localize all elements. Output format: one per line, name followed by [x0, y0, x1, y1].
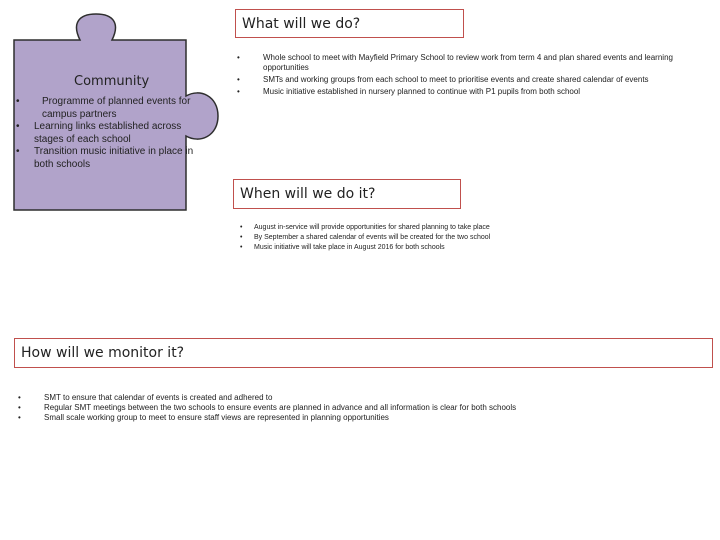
what-list: [237, 53, 707, 99]
monitor-item: • SMT to ensure that calendar of events is created and adhered to: [18, 393, 708, 403]
monitor-item: • Small scale working group to meet to ensure staff views are represented in planning opportunities: [18, 413, 708, 423]
what-item: • Whole school to meet with Mayfield Primary School to review work from term 4 and plan shared events and learning opportunities: [237, 53, 707, 73]
when-item: • Music initiative will take place in August 2016 for both schools: [240, 243, 700, 253]
community-item: • Programme of planned events for campus partners: [14, 96, 196, 121]
when-item: • By September a shared calendar of events will be created for the two school: [240, 233, 700, 243]
monitor-heading: How will we monitor it?: [14, 338, 713, 368]
when-heading: When will we do it?: [233, 179, 461, 209]
what-item: • SMTs and working groups from each school to meet to prioritise events and create shared calendar of events: [237, 75, 707, 85]
community-title: Community: [74, 74, 150, 89]
when-item: • August in-service will provide opportunities for shared planning to take place: [240, 223, 700, 233]
community-list: [14, 96, 196, 171]
when-list: [240, 223, 700, 253]
what-heading: What will we do?: [235, 9, 464, 38]
what-item: • Music initiative established in nursery planned to continue with P1 pupils from both school: [237, 87, 707, 97]
community-item: • Learning links established across stages of each school: [14, 121, 196, 146]
monitor-list: [18, 393, 708, 423]
monitor-item: • Regular SMT meetings between the two schools to ensure events are planned in advance and all information is clear for both schools: [18, 403, 708, 413]
community-item: • Transition music initiative in place in both schools: [14, 146, 196, 171]
